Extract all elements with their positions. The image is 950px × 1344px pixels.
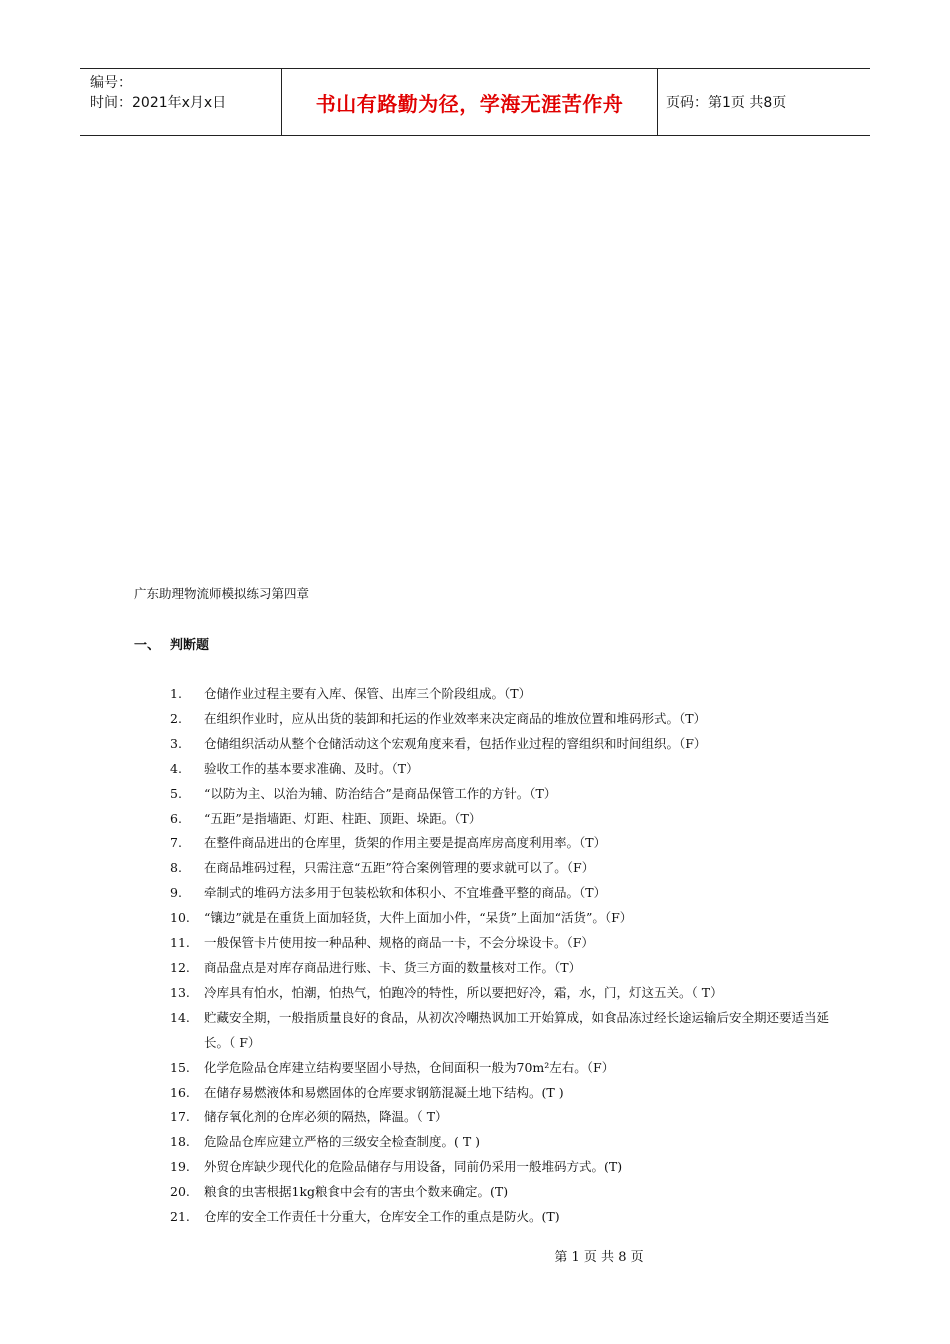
question-number: 12.	[170, 959, 190, 975]
question-text: 在组织作业时，应从出货的装卸和托运的作业效率来决定商品的堆放位置和堆码形式。（T）	[204, 710, 707, 726]
section-title: 判断题	[170, 638, 210, 653]
question-item	[170, 707, 830, 732]
section-number: 一、	[134, 638, 161, 653]
question-item	[170, 1105, 830, 1130]
question-item	[170, 1155, 830, 1180]
question-number: 11.	[170, 935, 190, 951]
document-time: 时间：2021年x月x日	[90, 95, 227, 111]
question-number: 13.	[170, 984, 190, 1000]
question-item	[170, 682, 830, 707]
question-text: 化学危险品仓库建立结构要坚固小导热，仓间面积一般为70m²左右。（F）	[204, 1059, 615, 1075]
question-text: 仓库的安全工作责任十分重大，仓库安全工作的重点是防火。(T)	[204, 1209, 560, 1225]
question-item	[170, 856, 830, 881]
question-number: 20.	[170, 1184, 190, 1200]
question-item	[170, 1130, 830, 1155]
question-item	[170, 1006, 830, 1056]
header-page-info: 页码：第1页 共8页	[666, 95, 787, 111]
question-text: 仓储作业过程主要有入库、保管、出库三个阶段组成。（T）	[204, 686, 532, 701]
question-item	[170, 881, 830, 906]
question-text: “镶边”就是在重货上面加轻货，大件上面加小件，“呆货”上面加“活货”。（F）	[204, 910, 633, 926]
question-number: 16.	[170, 1084, 190, 1100]
question-text: “五距”是指墙距、灯距、柱距、顶距、垛距。（T）	[204, 810, 482, 826]
question-text: 粮食的虫害根据1kg粮食中会有的害虫个数来确定。(T)	[204, 1184, 509, 1200]
document-title: 广东助理物流师模拟练习第四章	[134, 586, 310, 601]
header-meta	[80, 69, 282, 135]
question-number: 7.	[170, 835, 182, 851]
question-number: 4.	[170, 760, 182, 776]
question-number: 9.	[170, 885, 182, 901]
question-text: 一般保管卡片使用按一种品种、规格的商品一卡，不会分垛设卡。（F）	[204, 935, 594, 951]
header-motto-cell	[282, 69, 658, 135]
question-item	[170, 1081, 830, 1106]
question-number: 5.	[170, 785, 182, 801]
question-item	[170, 956, 830, 981]
question-text: 危险品仓库应建立严格的三级安全检查制度。( T )	[204, 1134, 481, 1150]
question-number: 15.	[170, 1059, 190, 1075]
page-header	[80, 68, 870, 136]
question-text: 仓储组织活动从整个仓储活动这个宏观角度来看，包括作业过程的窨组织和时间组织。（F）	[204, 735, 707, 751]
document-number-label: 编号：	[90, 75, 132, 91]
question-text: 牵制式的堆码方法多用于包装松软和体积小、不宜堆叠平整的商品。（T）	[204, 885, 607, 901]
question-item	[170, 757, 830, 782]
question-item	[170, 807, 830, 832]
question-number: 3.	[170, 735, 182, 751]
question-text: 外贸仓库缺少现代化的危险品储存与用设备，同前仍采用一般堆码方式。(T)	[204, 1159, 623, 1175]
question-number: 14.	[170, 1009, 190, 1025]
question-text: 在储存易燃液体和易燃固体的仓库要求钢筋混凝土地下结构。(T )	[204, 1084, 564, 1100]
question-number: 17.	[170, 1109, 190, 1125]
question-item	[170, 782, 830, 807]
question-item	[170, 931, 830, 956]
question-item	[170, 732, 830, 757]
question-item	[170, 831, 830, 856]
question-text: “以防为主、以治为辅、防治结合”是商品保管工作的方针。（T）	[204, 785, 557, 801]
question-item	[170, 981, 830, 1006]
question-number: 1.	[170, 686, 182, 701]
question-number: 21.	[170, 1209, 190, 1225]
question-number: 8.	[170, 860, 182, 876]
question-number: 19.	[170, 1159, 190, 1175]
question-number: 18.	[170, 1134, 190, 1150]
header-page-cell	[658, 69, 870, 135]
question-text: 验收工作的基本要求准确、及时。（T）	[204, 760, 419, 776]
question-item	[170, 906, 830, 931]
question-number: 6.	[170, 810, 182, 826]
question-text: 在整件商品进出的仓库里，货架的作用主要是提高库房高度利用率。（T）	[204, 835, 607, 851]
motto-text: 书山有路勤为径，学海无涯苦作舟	[315, 91, 624, 116]
question-text: 储存氧化剂的仓库必须的隔热，降温。（ T）	[204, 1109, 448, 1125]
question-list	[170, 682, 830, 1230]
question-item	[170, 1180, 830, 1205]
question-item	[170, 1205, 830, 1230]
page-footer: 第 1 页 共 8 页	[554, 1250, 644, 1265]
question-number: 10.	[170, 910, 190, 926]
question-text: 商品盘点是对库存商品进行账、卡、货三方面的数量核对工作。（T）	[204, 959, 582, 975]
question-text: 在商品堆码过程，只需注意“五距”符合案例管理的要求就可以了。（F）	[204, 860, 595, 876]
question-item	[170, 1056, 830, 1081]
question-number: 2.	[170, 710, 182, 726]
question-text: 冷库具有怕水，怕潮，怕热气，怕跑冷的特性，所以要把好冷，霜，水，门，灯这五关。（ T）	[204, 984, 723, 1000]
section-heading	[134, 634, 209, 653]
question-text: 贮藏安全期，一般指质量良好的食品，从初次冷嘲热讽加工开始算成，如食品冻过经长途运输后安全期还要适当延长。（ F）	[204, 1009, 830, 1050]
